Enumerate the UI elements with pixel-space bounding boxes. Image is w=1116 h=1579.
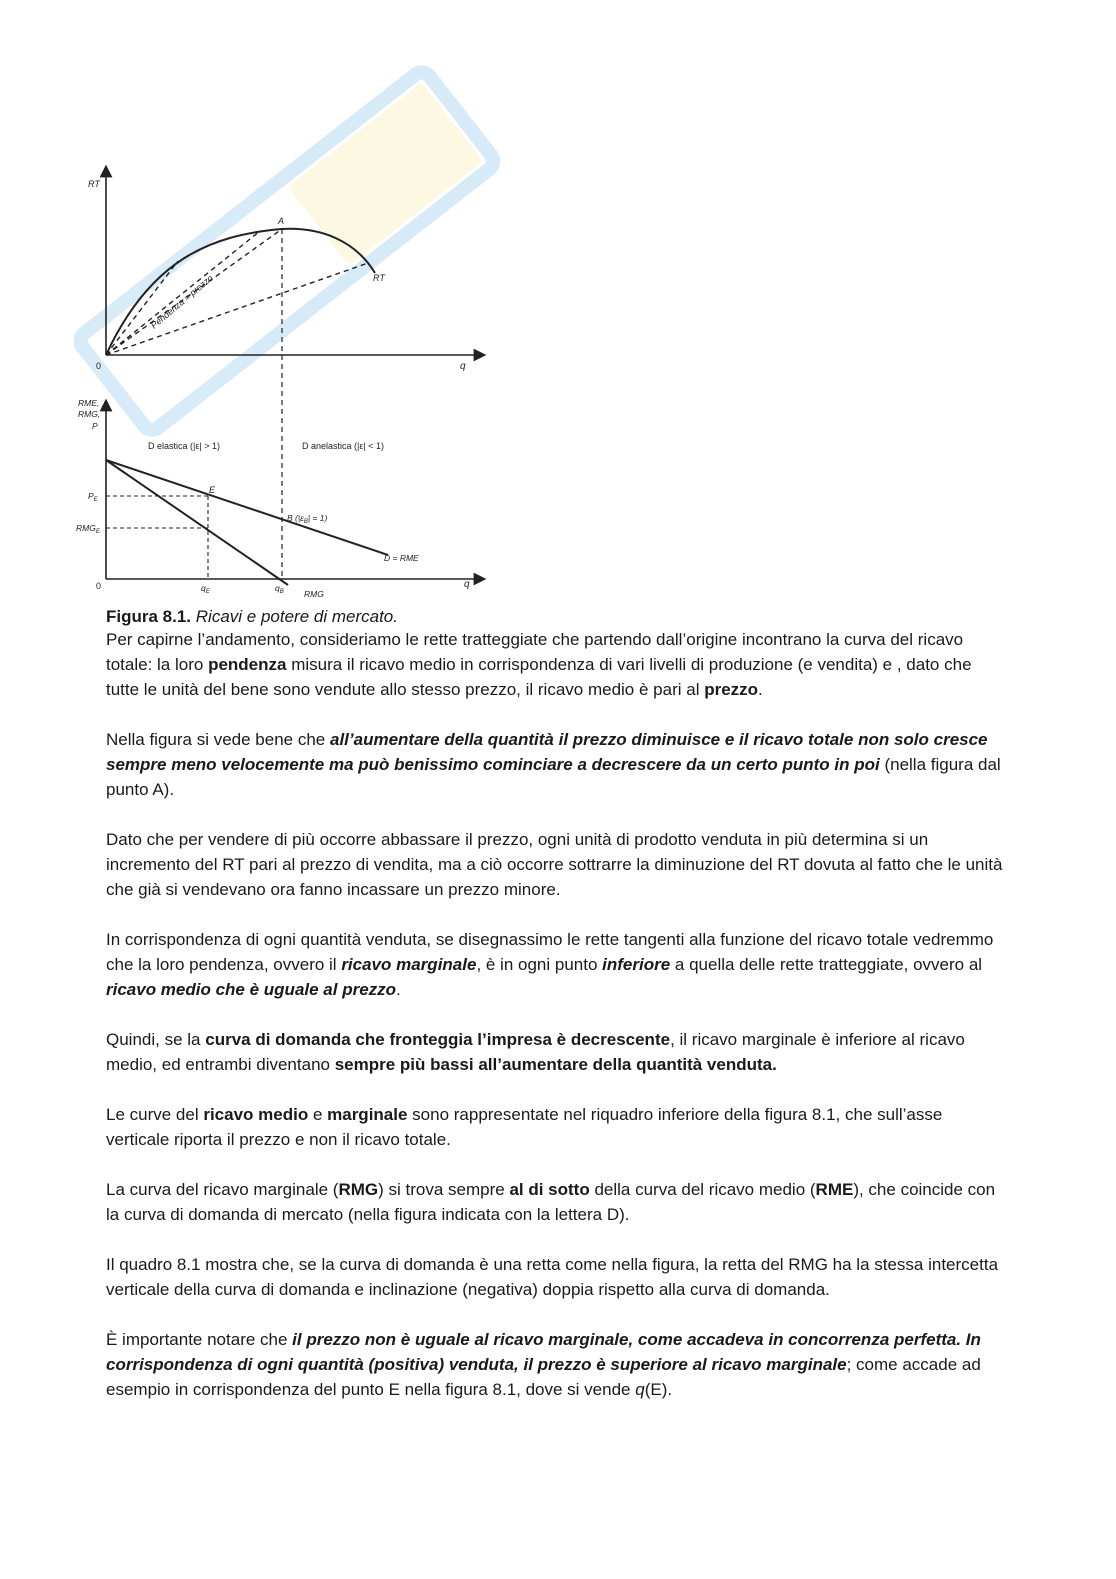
paragraph-2: Nella figura si vede bene che all’aumentare della quantità il prezzo diminuisce e il ricavo totale non solo cresce sempre meno velocemente ma può benissimo cominciare a decrescere da un certo punto in poi (nella figura dal punto A). <box>106 730 1001 799</box>
lower-x-label: q <box>464 579 470 590</box>
lower-y-label-1: RME, <box>78 398 100 408</box>
tick-rmge: $RMG_E$ <box>76 523 100 535</box>
upper-origin: 0 <box>96 361 102 371</box>
caption-title: Ricavi e potere di mercato. <box>195 607 398 626</box>
region-elastic-label: D elastica (|ε| > 1) <box>148 441 220 451</box>
point-e-label: E <box>209 485 216 495</box>
paragraph-3: Dato che per vendere di più occorre abbassare il prezzo, ogni unità di prodotto venduta in più determina si un incremento del RT pari al prezzo di vendita, ma a ciò occorre sottrarre la diminuzione del RT dovuta al fatto che le unità che già si vendevano ora fanno incassare un prezzo minore. <box>106 830 1003 899</box>
paragraph-1: Per capirne l’andamento, consideriamo le rette tratteggiate che partendo dall’origine incontrano la curva del ricavo totale: la loro pendenza misura il ricavo medio in corrispondenza di vari livelli di produzione (e vendita) e , dato che tutte le unità del bene sono vendute allo stesso prezzo, il ricavo medio è pari al prezzo. <box>106 630 972 699</box>
paragraph-8: Il quadro 8.1 mostra che, se la curva di domanda è una retta come nella figura, la retta del RMG ha la stessa intercetta verticale della curva di domanda e inclinazione (negativa) doppia rispetto alla curva di domanda. <box>106 1255 999 1299</box>
demand-curve <box>106 460 388 555</box>
upper-x-label: q <box>460 361 466 372</box>
rmg-curve-label: RMG <box>304 589 324 599</box>
tick-qe: $q_E$ <box>201 583 210 595</box>
paragraph-4: In corrispondenza di ogni quantità venduta, se disegnassimo le rette tangenti alla funzione del ricavo totale vedremmo che la loro pendenza, ovvero il ricavo marginale, è in ogni punto inferiore a quella delle rette tratteggiate, ovvero al ricavo medio che è uguale al prezzo. <box>106 930 994 999</box>
body-text <box>106 627 1006 1402</box>
ray-4 <box>106 263 368 355</box>
rt-curve <box>106 229 375 355</box>
point-a-label: A <box>278 216 285 226</box>
figure-caption <box>106 604 1006 629</box>
rt-curve-label: RT <box>373 273 385 283</box>
paragraph-7: La curva del ricavo marginale (RMG) si trova sempre al di sotto della curva del ricavo medio (RME), che coincide con la curva di domanda di mercato (nella figura indicata con la lettera D). <box>106 1180 996 1224</box>
tick-pe: $P_E$ <box>88 491 98 503</box>
tick-qb: $q_B$ <box>275 583 284 595</box>
slope-label: Pendenza = prezzo <box>148 272 215 331</box>
point-b-label: B $(|\varepsilon_B| = 1)$ <box>287 513 328 525</box>
paragraph-5: Quindi, se la curva di domanda che fronteggia l’impresa è decrescente, il ricavo marginale è inferiore al ricavo medio, ed entrambi diventano sempre più bassi all’aumentare della quantità venduta. <box>106 1030 965 1074</box>
lower-y-label-2: RMG, <box>78 409 101 419</box>
lower-origin: 0 <box>96 581 102 591</box>
demand-curve-label: D = RME <box>384 553 419 563</box>
rmg-curve <box>106 460 288 585</box>
paragraph-6: Le curve del ricavo medio e marginale sono rappresentate nel riquadro inferiore della figura 8.1, che sull’asse verticale riporta il prezzo e non il ricavo totale. <box>106 1105 943 1149</box>
caption-number: Figura 8.1. <box>106 607 192 626</box>
region-inelastic-label: D anelastica (|ε| < 1) <box>302 441 384 451</box>
upper-y-label: RT <box>88 179 100 189</box>
paragraph-9: È importante notare che il prezzo non è uguale al ricavo marginale, come accadeva in concorrenza perfetta. In corrispondenza di ogni quantità (positiva) venduta, il prezzo è superiore al ricavo marginale; come accade ad esempio in corrispondenza del punto E nella figura 8.1, dove si vende q(E). <box>106 1330 981 1399</box>
lower-y-label-3: P <box>92 421 98 431</box>
figure-8-1 <box>70 165 500 605</box>
